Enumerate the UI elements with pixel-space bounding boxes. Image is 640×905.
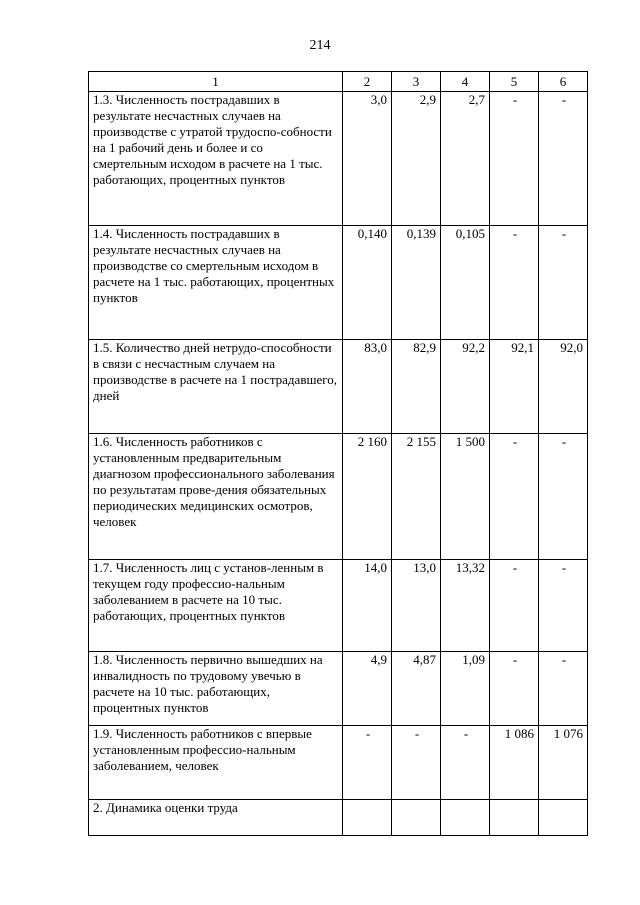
indicator-value: 1 086	[490, 726, 539, 800]
indicator-value	[392, 800, 441, 836]
table-row	[89, 340, 588, 434]
table-row	[89, 800, 588, 836]
indicator-value: -	[539, 92, 588, 226]
indicator-value: -	[343, 726, 392, 800]
indicator-value: 0,105	[441, 226, 490, 340]
indicator-label: 1.8. Численность первично вышедших на инвалидность по трудовому увечью в расчете на 10 тыс. работающих, процентных пунктов	[89, 652, 343, 726]
column-header: 4	[441, 72, 490, 92]
indicator-label: 1.6. Численность работников с установленным предварительным диагнозом профессионального заболевания по результатам прове-дения обязательных периодических медицинских осмотров, человек	[89, 434, 343, 560]
indicator-value: -	[490, 560, 539, 652]
indicator-value: -	[539, 560, 588, 652]
indicator-value: 92,2	[441, 340, 490, 434]
indicator-value: -	[490, 226, 539, 340]
indicator-label: 1.4. Численность пострадавших в результате несчастных случаев на производстве со смертельным исходом в расчете на 1 тыс. работающих, процентных пунктов	[89, 226, 343, 340]
table-row	[89, 652, 588, 726]
indicator-value: 3,0	[343, 92, 392, 226]
table-header-row	[89, 72, 588, 92]
indicator-value: -	[490, 92, 539, 226]
indicator-value: 82,9	[392, 340, 441, 434]
table-row	[89, 434, 588, 560]
indicator-value: 92,0	[539, 340, 588, 434]
indicator-label: 1.3. Численность пострадавших в результате несчастных случаев на производстве с утратой трудоспо-собности на 1 рабочий день и более и со смертельным исходом в расчете на 1 тыс. работающих, процентных пунктов	[89, 92, 343, 226]
indicator-value: -	[539, 434, 588, 560]
page-number: 214	[309, 38, 331, 53]
indicator-value: 2 155	[392, 434, 441, 560]
indicator-value: -	[441, 726, 490, 800]
indicator-label: 2. Динамика оценки труда	[89, 800, 343, 836]
indicator-value: -	[539, 652, 588, 726]
indicator-label: 1.5. Количество дней нетрудо-способности в связи с несчастным случаем на производстве в расчете на 1 пострадавшего, дней	[89, 340, 343, 434]
indicator-value: 83,0	[343, 340, 392, 434]
indicator-value: 92,1	[490, 340, 539, 434]
column-header: 6	[539, 72, 588, 92]
column-header: 3	[392, 72, 441, 92]
column-header: 1	[89, 72, 343, 92]
indicator-value: 1,09	[441, 652, 490, 726]
indicator-value: 4,87	[392, 652, 441, 726]
table-row	[89, 560, 588, 652]
indicator-value: 14,0	[343, 560, 392, 652]
indicator-value	[539, 800, 588, 836]
indicator-value	[490, 800, 539, 836]
indicator-value: 2 160	[343, 434, 392, 560]
table-row	[89, 726, 588, 800]
indicator-value: -	[490, 652, 539, 726]
indicators-table	[88, 71, 588, 836]
indicator-value: 13,32	[441, 560, 490, 652]
indicator-value	[343, 800, 392, 836]
indicator-value: 0,139	[392, 226, 441, 340]
indicator-value: 0,140	[343, 226, 392, 340]
indicator-value: -	[539, 226, 588, 340]
indicator-value: 1 076	[539, 726, 588, 800]
indicator-value: 4,9	[343, 652, 392, 726]
table-row	[89, 92, 588, 226]
indicator-value: 2,7	[441, 92, 490, 226]
indicator-value: 13,0	[392, 560, 441, 652]
indicator-value: -	[392, 726, 441, 800]
column-header: 5	[490, 72, 539, 92]
indicator-value	[441, 800, 490, 836]
indicator-value: 1 500	[441, 434, 490, 560]
table-row	[89, 226, 588, 340]
indicator-value: 2,9	[392, 92, 441, 226]
column-header: 2	[343, 72, 392, 92]
indicator-value: -	[490, 434, 539, 560]
indicator-label: 1.9. Численность работников с впервые установленным профессио-нальным заболеванием, человек	[89, 726, 343, 800]
indicator-label: 1.7. Численность лиц с установ-ленным в текущем году профессио-нальным заболеванием в расчете на 10 тыс. работающих, процентных пунктов	[89, 560, 343, 652]
